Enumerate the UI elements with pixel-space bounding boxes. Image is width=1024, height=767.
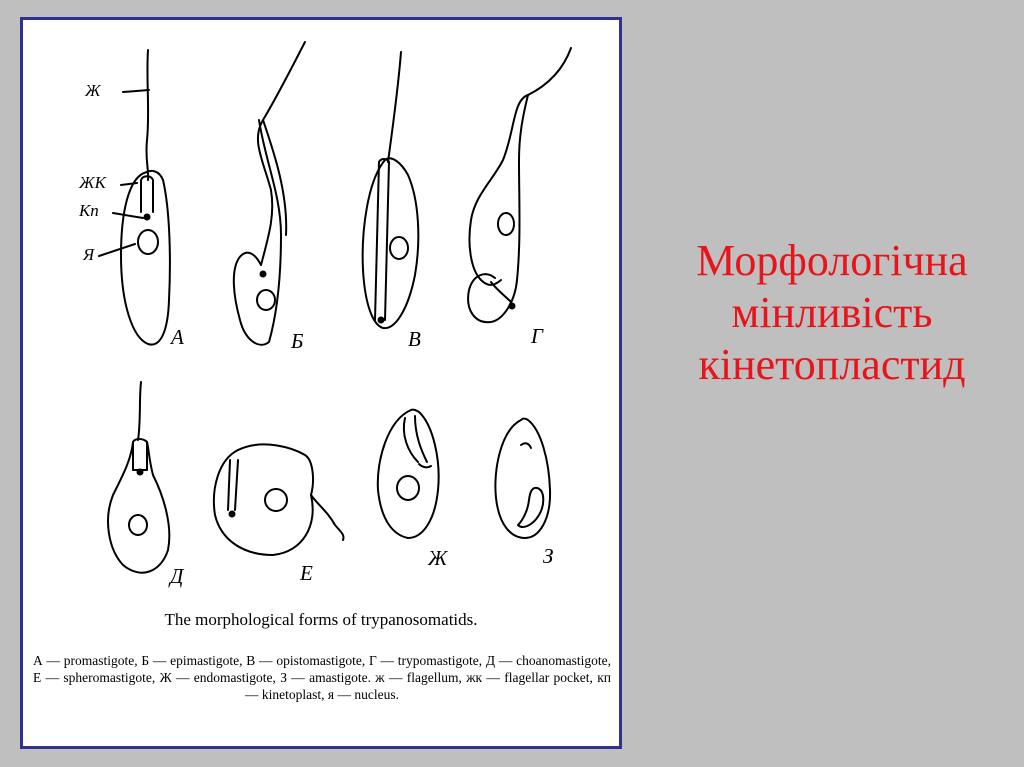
slide-title-line-3: кінетопластид — [698, 340, 966, 389]
panel-letter-g: Г — [531, 324, 543, 348]
slide-title-line-1: Морфологічна — [696, 236, 968, 285]
form-choanomastigote — [108, 382, 169, 573]
slide-title-line-2: мінливість — [731, 288, 933, 337]
leader-kinetoplast — [113, 213, 143, 218]
slide-title — [640, 235, 1024, 391]
leader-flagellar-pocket — [121, 183, 137, 185]
form-trypomastigote — [468, 48, 571, 322]
figure-legend: А — promastigote, Б — epimastigote, В — opistomastigote, Г — trypomastigote, Д — choanomastigote, Е — spheromastigote, Ж — endomastigote, З — amastigote. ж — flagellum, жк — flagellar pocket, кп — kinetoplast, я — nucleus. — [33, 653, 611, 702]
panel-letter-z: З — [543, 544, 554, 568]
trypanosomatid-forms-diagram — [23, 20, 619, 610]
label-nucleus: Я — [83, 245, 95, 264]
form-promastigote — [121, 50, 170, 345]
form-spheromastigote — [214, 444, 344, 555]
panel-letter-v: В — [408, 327, 421, 351]
form-epimastigote — [234, 42, 305, 345]
leader-flagellum — [123, 90, 149, 92]
leader-nucleus — [99, 244, 135, 256]
form-endomastigote — [378, 410, 439, 538]
figure-caption: The morphological forms of trypanosomatids. — [164, 610, 478, 629]
figure-panel — [20, 17, 622, 749]
panel-letter-b: Б — [291, 329, 304, 353]
panel-letter-d: Д — [170, 564, 184, 588]
form-opistomastigote — [363, 52, 419, 328]
label-flagellar-pocket: ЖК — [79, 173, 106, 192]
panel-letter-e: Е — [300, 561, 313, 585]
label-kinetoplast: Кп — [79, 201, 99, 220]
form-amastigote — [495, 419, 550, 539]
label-flagellum: Ж — [85, 81, 101, 100]
panel-letter-zh: Ж — [428, 546, 448, 570]
panel-letter-a: А — [171, 325, 184, 349]
